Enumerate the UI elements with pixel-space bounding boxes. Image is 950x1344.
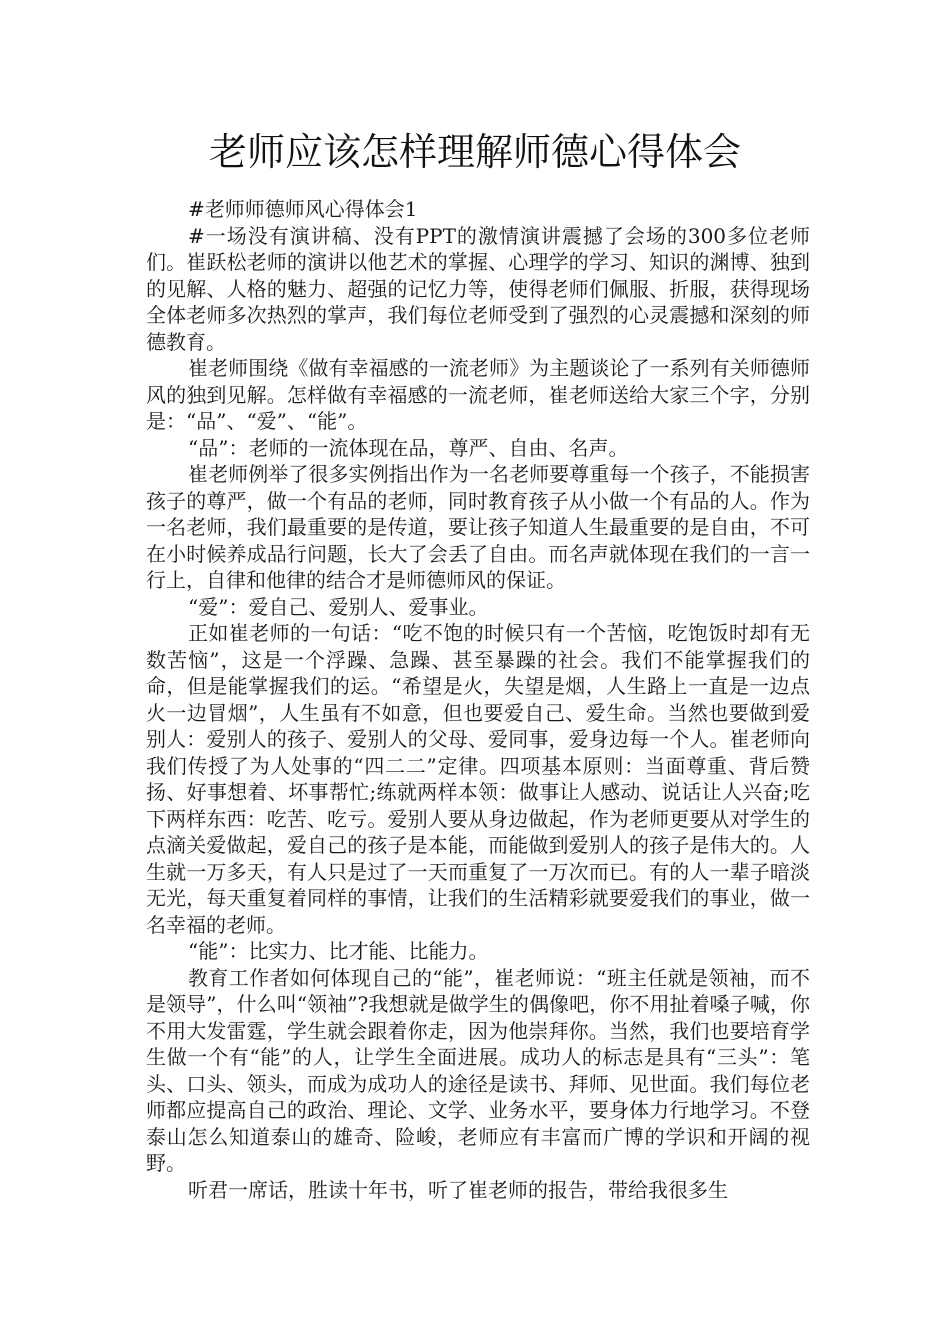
paragraph: 崔老师围绕《做有幸福感的一流老师》为主题谈论了一系列有关师德师风的独到见解。怎样做有幸福感的一流老师，崔老师送给大家三个字，分别是：“品”、“爱”、“能”。 xyxy=(146,356,810,433)
paragraph: #一场没有演讲稿、没有PPT的激情演讲震撼了会场的300多位老师们。崔跃松老师的演讲以他艺术的掌握、心理学的学习、知识的渊博、独到的见解、人格的魅力、超强的记忆力等，使得老师们佩服、折服，获得现场全体老师多次热烈的掌声，我们每位老师受到了强烈的心灵震撼和深刻的师德教育。 xyxy=(146,223,810,354)
paragraph: “品”：老师的一流体现在品，尊严、自由、名声。 xyxy=(188,435,629,460)
paragraph: 听君一席话，胜读十年书，听了崔老师的报告，带给我很多生 xyxy=(188,1177,728,1202)
document-body xyxy=(146,196,810,1203)
document-title: 老师应该怎样理解师德心得体会 xyxy=(208,130,741,174)
paragraph: 正如崔老师的一句话：“吃不饱的时候只有一个苦恼，吃饱饭时却有无数苦恼”，这是一个浮躁、急躁、甚至暴躁的社会。我们不能掌握我们的命，但是能掌握我们的运。“希望是火，失望是烟，人生路上一直是一边点火一边冒烟”，人生虽有不如意，但也要爱自己、爱生命。当然也要做到爱别人：爱别人的孩子、爱别人的父母、爱同事，爱身边每一个人。崔老师向我们传授了为人处事的“四二二”定律。四项基本原则：当面尊重、背后赞扬、好事想着、坏事帮忙;练就两样本领：做事让人感动、说话让人兴奋;吃下两样东西：吃苦、吃亏。爱别人要从身边做起，作为老师更要从对学生的点滴关爱做起，爱自己的孩子是本能，而能做到爱别人的孩子是伟大的。人生就一万多天，有人只是过了一天而重复了一万次而已。有的人一辈子暗淡无光，每天重复着同样的事情，让我们的生活精彩就要爱我们的事业，做一名幸福的老师。 xyxy=(146,621,810,937)
paragraph: “爱”：爱自己、爱别人、爱事业。 xyxy=(188,594,489,619)
paragraph-heading: #老师师德师风心得体会1 xyxy=(188,197,418,221)
paragraph: 教育工作者如何体现自己的“能”，崔老师说：“班主任就是领袖，而不是领导”，什么叫“领袖”?我想就是做学生的偶像吧，你不用扯着嗓子喊，你不用大发雷霆，学生就会跟着你走，因为他崇拜你。当然，我们也要培育学生做一个有“能”的人，让学生全面进展。成功人的标志是具有“三头”：笔头、口头、领头，而成为成功人的途径是读书、拜师、见世面。我们每位老师都应提高自己的政治、理论、文学、业务水平，要身体力行地学习。不登泰山怎么知道泰山的雄奇、险峻，老师应有丰富而广博的学识和开阔的视野。 xyxy=(146,965,810,1175)
paragraph: 崔老师例举了很多实例指出作为一名老师要尊重每一个孩子，不能损害孩子的尊严，做一个有品的老师，同时教育孩子从小做一个有品的人。作为一名老师，我们最重要的是传道，要让孩子知道人生最重要的是自由，不可在小时候养成品行问题，长大了会丢了自由。而名声就体现在我们的一言一行上，自律和他律的结合才是师德师风的保证。 xyxy=(146,462,810,592)
paragraph: “能”：比实力、比才能、比能力。 xyxy=(188,939,489,963)
